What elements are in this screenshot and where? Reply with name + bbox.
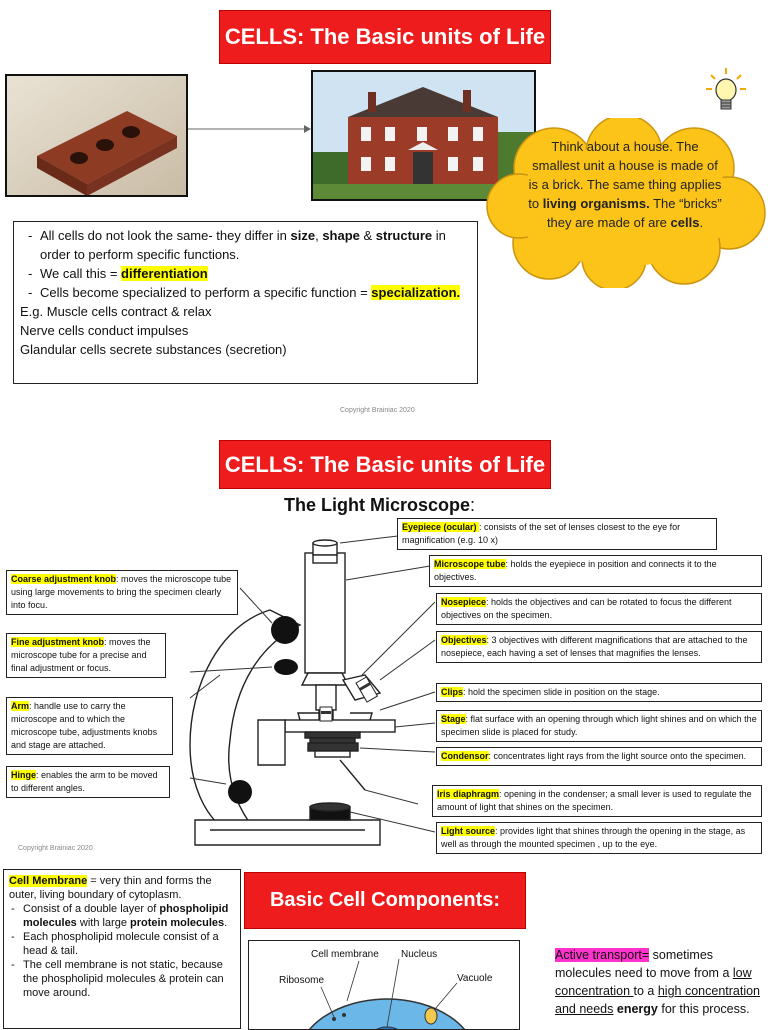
copyright: Copyright Brainiac 2020 — [340, 407, 415, 414]
ribosome-label: Ribosome — [279, 975, 325, 986]
label-fine-knob: Fine adjustment knob: moves the microscope tube for a precise and final adjustment or focus. — [6, 633, 166, 678]
brick-image — [5, 74, 188, 197]
slide1-title: CELLS: The Basic units of Life — [219, 10, 551, 64]
list-item: - All cells do not look the same- they differ in size, shape & structure in order to perform specific functions. — [40, 226, 471, 264]
thought-text: Think about a house. The smallest unit a house is made of is a brick. The same thing applies to living organisms. The “bricks” they are made of are cells. — [528, 139, 722, 230]
list-item: - The cell membrane is not static, because the phospholipid molecules & protein can move around. — [23, 958, 235, 1000]
list-item: - Consist of a double layer of phospholipid molecules with large protein molecules. — [23, 902, 235, 930]
cell-diagram — [248, 940, 520, 1030]
vacuole-label: Vacuole — [457, 973, 493, 984]
label-condensor: Condensor: concentrates light rays from the light source onto the specimen. — [436, 747, 762, 766]
label-clips: Clips: hold the specimen slide in position on the stage. — [436, 683, 762, 702]
label-stage: Stage: flat surface with an opening through which light shines and on which the specimen slide is placed for study. — [436, 710, 762, 742]
cell-membrane-label: Cell membrane — [311, 949, 379, 960]
label-arm: Arm: handle use to carry the microscope and to which the microscope tube, adjustments knobs and stage are attached. — [6, 697, 173, 755]
differentiation-box — [13, 221, 478, 384]
lightbulb-icon — [703, 66, 749, 116]
cell-membrane-box: Cell Membrane = very thin and forms the outer, living boundary of cytoplasm. - Consist of a double layer of phospholipid molecules with large protein molecules. - Each phospholipid molecule consist of a head & tail. - The cell membrane is not static, because the phospholipid molecules & protein can move around. — [3, 869, 241, 1029]
arrow-brick-to-house — [188, 122, 312, 136]
pointer-lines — [180, 520, 440, 840]
example-line: Glandular cells secrete substances (secretion) — [20, 342, 287, 357]
slide3-title: Basic Cell Components: — [244, 872, 526, 929]
label-light-source: Light source: provides light that shines through the opening in the stage, as well as through the mounted specimen , up to the eye. — [436, 822, 762, 854]
nucleus-label: Nucleus — [401, 949, 438, 960]
example-line: E.g. Muscle cells contract & relax — [20, 304, 212, 319]
slide2-title: CELLS: The Basic units of Life — [219, 440, 551, 489]
active-transport-text: Active transport= sometimes molecules need to move from a low concentration to a high concentration and needs energy for this process. — [555, 948, 761, 1016]
label-hinge: Hinge: enables the arm to be moved to different angles. — [6, 766, 170, 798]
list-item: - Each phospholipid molecule consist of a head & tail. — [23, 930, 235, 958]
example-line: Nerve cells conduct impulses — [20, 323, 189, 338]
label-objectives: Objectives: 3 objectives with different magnifications that are attached to the nosepiece, each having a set of lenses that magnifies the lenses. — [436, 631, 762, 663]
label-microscope-tube: Microscope tube: holds the eyepiece in position and connects it to the objectives. — [429, 555, 762, 587]
label-coarse-knob: Coarse adjustment knob: moves the microscope tube using large movements to bring the specimen clearly into focu. — [6, 570, 238, 615]
label-eyepiece: Eyepiece (ocular) : consists of the set of lenses closest to the eye for magnification (e.g. 10 x) — [397, 518, 717, 550]
label-nosepiece: Nosepiece: holds the objectives and can be rotated to focus the different objectives on the specimen. — [436, 593, 762, 625]
list-item: - Cells become specialized to perform a specific function = specialization. — [40, 283, 471, 302]
copyright: Copyright Brainiac 2020 — [18, 845, 93, 852]
microscope-subtitle: The Light Microscope: — [284, 495, 476, 515]
list-item: - We call this = differentiation — [40, 264, 471, 283]
label-iris-diaphragm: Iris diaphragm: opening in the condenser; a small lever is used to regulate the amount of light that shines on the specimen. — [432, 785, 762, 817]
